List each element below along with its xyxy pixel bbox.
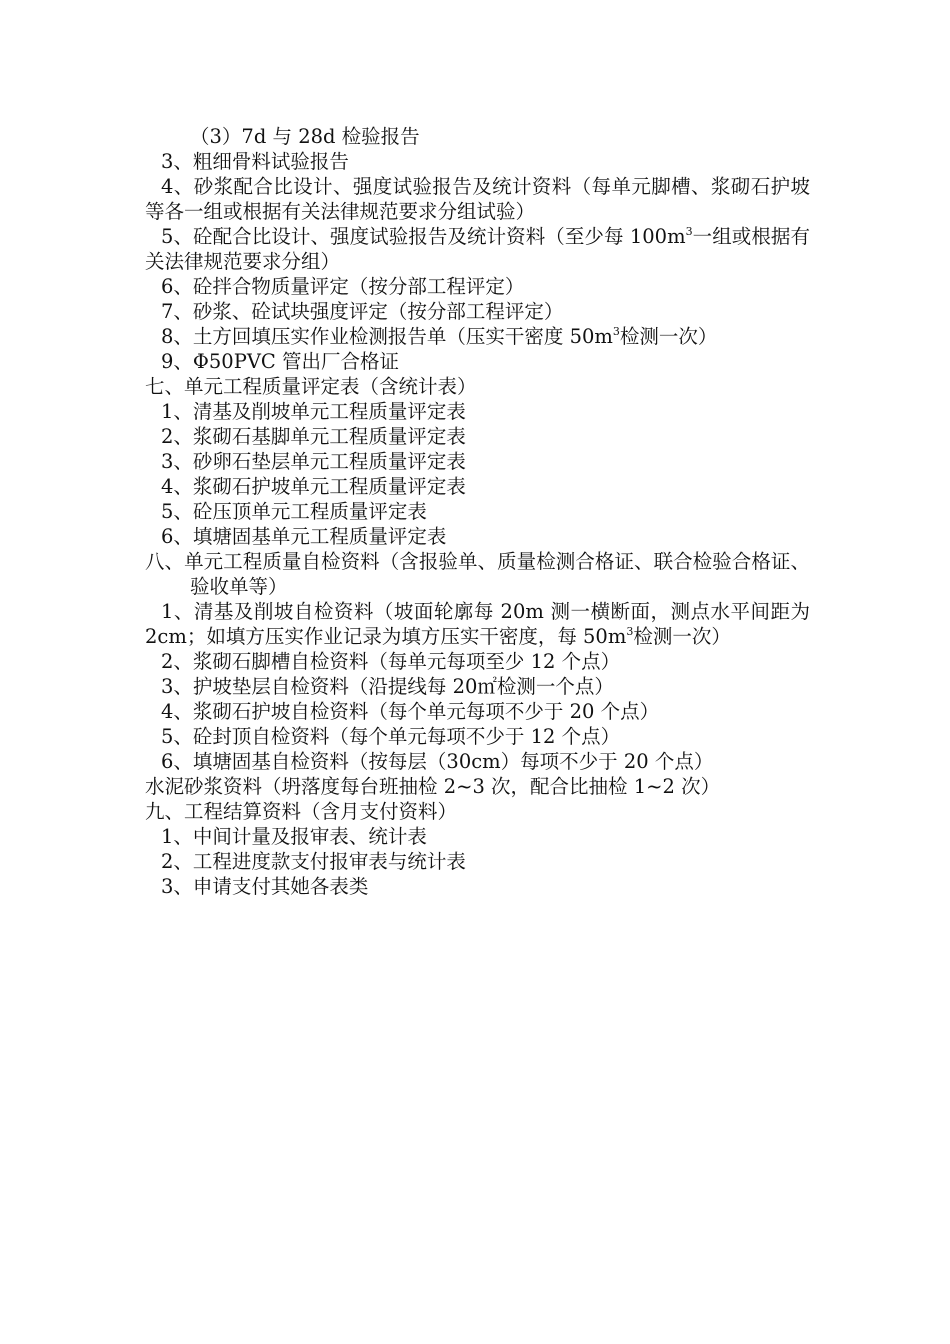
text: 八、单元工程质量自检资料（含报验单、质量检测合格证、联合检验合格证、验收单等） — [145, 550, 810, 598]
list-item-7-3 — [145, 449, 810, 474]
text: 5、砼封顶自检资料（每个单元每项不少于 12 个点） — [161, 725, 621, 748]
text: 3、护坡垫层自检资料（沿提线每 20㎡检测一个点） — [161, 675, 614, 698]
list-item-cement-mortar — [145, 774, 810, 799]
document-body — [145, 124, 810, 899]
text: 9、Φ50PVC 管出厂合格证 — [161, 350, 400, 373]
list-item-block-strength — [145, 299, 810, 324]
list-item-7-6 — [145, 524, 810, 549]
text: 3、申请支付其她各表类 — [161, 875, 369, 898]
text: 九、工程结算资料（含月支付资料） — [145, 800, 458, 823]
list-item-8-1 — [145, 599, 810, 649]
superscript: 3 — [612, 325, 620, 338]
list-item-8-2 — [145, 649, 810, 674]
list-item-concrete-mix — [145, 224, 810, 274]
list-item-7-1 — [145, 399, 810, 424]
section-heading-8 — [145, 549, 810, 599]
list-item-concrete-mix-quality — [145, 274, 810, 299]
text: 2、浆砌石基脚单元工程质量评定表 — [161, 425, 466, 448]
list-item-backfill-report — [145, 324, 810, 349]
text: 7、砂浆、砼试块强度评定（按分部工程评定） — [161, 300, 564, 323]
text: 1、中间计量及报审表、统计表 — [161, 825, 427, 848]
list-item-8-4 — [145, 699, 810, 724]
text: 2、浆砌石脚槽自检资料（每单元每项至少 12 个点） — [161, 650, 621, 673]
section-heading-7 — [145, 374, 810, 399]
list-item-pvc-certificate — [145, 349, 810, 374]
list-item-8-3 — [145, 674, 810, 699]
list-item-aggregate-report — [145, 149, 810, 174]
text: 检测一次） — [619, 325, 718, 348]
list-item-9-2 — [145, 849, 810, 874]
text: 1、清基及削坡单元工程质量评定表 — [161, 400, 466, 423]
text: 一组或根据有关法律规范要求分组） — [145, 225, 810, 273]
list-item-test-report-7d-28d — [145, 124, 810, 149]
text: 3、砂卵石垫层单元工程质量评定表 — [161, 450, 466, 473]
list-item-7-2 — [145, 424, 810, 449]
text: 检测一次） — [633, 625, 731, 648]
text: 6、砼拌合物质量评定（按分部工程评定） — [161, 275, 525, 298]
text: 5、砼配合比设计、强度试验报告及统计资料（至少每 100m — [161, 225, 686, 248]
text: 1、清基及削坡自检资料（坡面轮廓每 20m 测一横断面，测点水平间距为 2cm；如填方压实作业记录为填方压实干密度，每 50m — [145, 600, 810, 648]
text: （3）7d 与 28d 检验报告 — [190, 125, 420, 148]
section-heading-9 — [145, 799, 810, 824]
text: 5、砼压顶单元工程质量评定表 — [161, 500, 427, 523]
list-item-8-6 — [145, 749, 810, 774]
superscript: 3 — [626, 625, 634, 638]
text: 4、浆砌石护坡单元工程质量评定表 — [161, 475, 466, 498]
text: 3、粗细骨料试验报告 — [161, 150, 349, 173]
list-item-7-5 — [145, 499, 810, 524]
text: 七、单元工程质量评定表（含统计表） — [145, 375, 477, 398]
text: 6、填塘固基单元工程质量评定表 — [161, 525, 447, 548]
text: 2、工程进度款支付报审表与统计表 — [161, 850, 466, 873]
list-item-8-5 — [145, 724, 810, 749]
text: 4、砂浆配合比设计、强度试验报告及统计资料（每单元脚槽、浆砌石护坡等各一组或根据有关法律规范要求分组试验） — [145, 175, 810, 223]
text: 8、土方回填压实作业检测报告单（压实干密度 50m — [161, 325, 613, 348]
text: 6、填塘固基自检资料（按每层（30cm）每项不少于 20 个点） — [161, 750, 714, 773]
list-item-9-3 — [145, 874, 810, 899]
text: 水泥砂浆资料（坍落度每台班抽检 2~3 次，配合比抽检 1~2 次） — [145, 775, 721, 798]
list-item-7-4 — [145, 474, 810, 499]
list-item-mortar-mix — [145, 174, 810, 224]
text: 4、浆砌石护坡自检资料（每个单元每项不少于 20 个点） — [161, 700, 660, 723]
superscript: 3 — [685, 225, 693, 238]
list-item-9-1 — [145, 824, 810, 849]
